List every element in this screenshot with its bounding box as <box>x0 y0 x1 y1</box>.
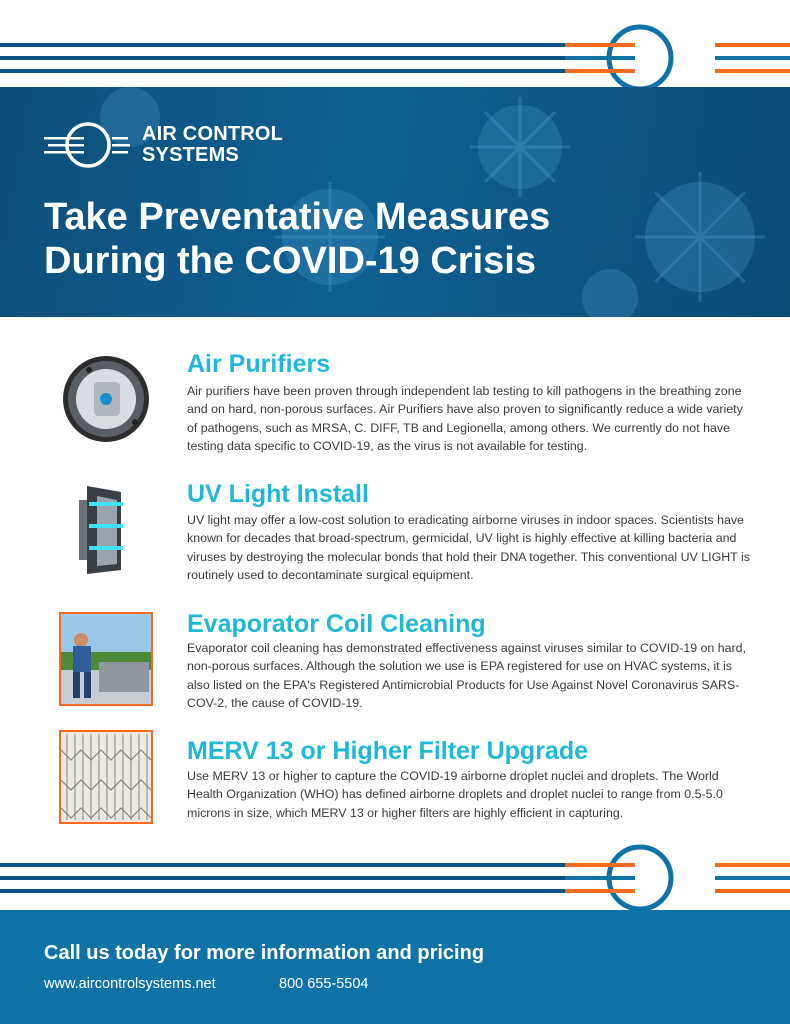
pleated-filter-photo <box>59 730 153 824</box>
brand-logo <box>44 120 283 170</box>
section-title: Air Purifiers <box>187 350 331 378</box>
headline-line1: Take Preventative Measures <box>44 196 551 238</box>
section-title: MERV 13 or Higher Filter Upgrade <box>187 737 589 765</box>
phone-number[interactable]: 800 655-5504 <box>279 976 369 992</box>
brand-name <box>142 124 283 166</box>
section-title: Evaporator Coil Cleaning <box>187 610 486 638</box>
technician-photo <box>59 612 153 706</box>
call-to-action: Call us today for more information and pricing <box>44 942 485 964</box>
section-body: Use MERV 13 or higher to capture the COVID-19 airborne droplet nuclei and droplets. The World Health Organization (WHO) has defined airborne droplets and droplet nuclei to range from 0.5-5.0 microns in size, which MERV 13 or higher filters are highly efficient in capturing. <box>187 769 723 820</box>
brand-name-line1: AIR CONTROL <box>142 123 284 145</box>
section-body: Air purifiers have been proven through independent lab testing to kill pathogens in the breathing zone and on hard, non-porous surfaces. Air Purifiers have also proven to significantly reduce a wide variety of pathogens, such as MRSA, C. DIFF, TB and Legionella, among others. We currently do not have testing data specific to COVID-19, as the virus is not available for testing. <box>187 384 743 454</box>
air-flow-logo-icon <box>44 120 130 170</box>
brand-name-line2: SYSTEMS <box>142 144 239 166</box>
website-link[interactable]: www.aircontrolsystems.net <box>44 976 216 992</box>
section-title: UV Light Install <box>187 480 369 508</box>
section-body: UV light may offer a low-cost solution to eradicating airborne viruses in indoor spaces. Scientists have known for decades that broad-spectrum, germicidal, UV light is highly effective at killing bacteria and viruses by destroying the molecular bonds that hold their DNA together. This conventional UV LIGHT is routinely used to decontaminate surgical equipment. <box>187 513 750 583</box>
uv-light-image <box>59 482 153 576</box>
headline-line2: During the COVID-19 Crisis <box>44 240 536 282</box>
page-title <box>44 195 744 283</box>
air-purifier-image <box>59 352 153 446</box>
footer-stripes <box>0 840 790 910</box>
header-stripes <box>0 20 790 90</box>
section-body: Evaporator coil cleaning has demonstrated effectiveness against viruses similar to COVID-19 on hard, non-porous surfaces. Although the solution we use is EPA registered for use on HVAC systems, it is also listed on the EPA's Registered Antimicrobial Products for Use Against Novel Coronavirus SARS-COV-2, the cause of COVID-19. <box>187 641 747 711</box>
footer-band <box>0 910 790 1024</box>
